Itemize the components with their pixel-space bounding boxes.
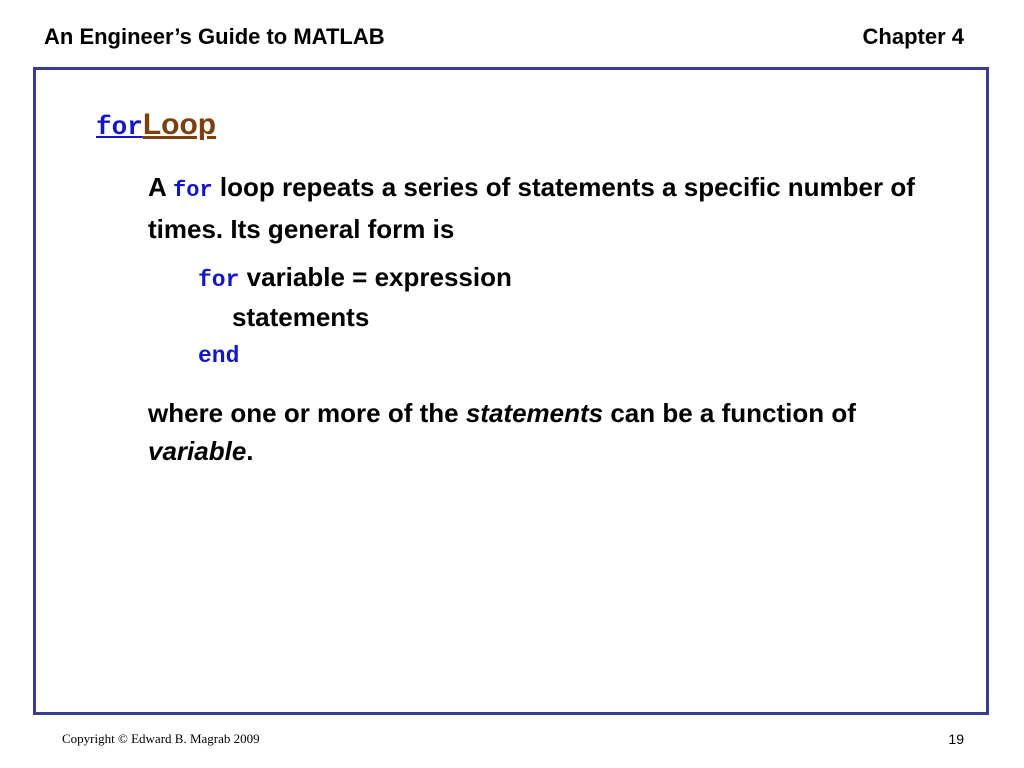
- page-number: 19: [948, 731, 964, 747]
- intro-keyword: for: [173, 178, 213, 203]
- expl-middle: can be a function of: [603, 398, 856, 428]
- code-line-2: statements: [232, 302, 370, 332]
- slide-title: [96, 108, 216, 142]
- header-title: An Engineer’s Guide to MATLAB: [44, 24, 385, 49]
- header-chapter: Chapter 4: [862, 24, 964, 49]
- content-frame: [33, 67, 989, 715]
- expl-emph-statements: statements: [465, 398, 604, 428]
- code-for-keyword: for: [198, 267, 240, 293]
- expl-emph-variable: variable: [148, 436, 247, 466]
- explanation-paragraph: [148, 394, 948, 470]
- expl-suffix: .: [246, 436, 254, 466]
- title-loop-word: Loop: [142, 108, 217, 141]
- intro-paragraph: [148, 168, 948, 248]
- title-keyword: for: [96, 112, 143, 142]
- code-line-1: [198, 262, 512, 293]
- intro-suffix: loop repeats a series of statements a specific number of times. Its general form is: [148, 172, 915, 244]
- expl-prefix: where one or more of the: [148, 398, 466, 428]
- intro-prefix: A: [148, 172, 174, 202]
- code-line-3: [198, 338, 239, 369]
- code-end-keyword: end: [198, 343, 240, 369]
- footer-copyright: Copyright © Edward B. Magrab 2009: [62, 731, 260, 746]
- code-line-1-rest: variable = expression: [239, 262, 512, 292]
